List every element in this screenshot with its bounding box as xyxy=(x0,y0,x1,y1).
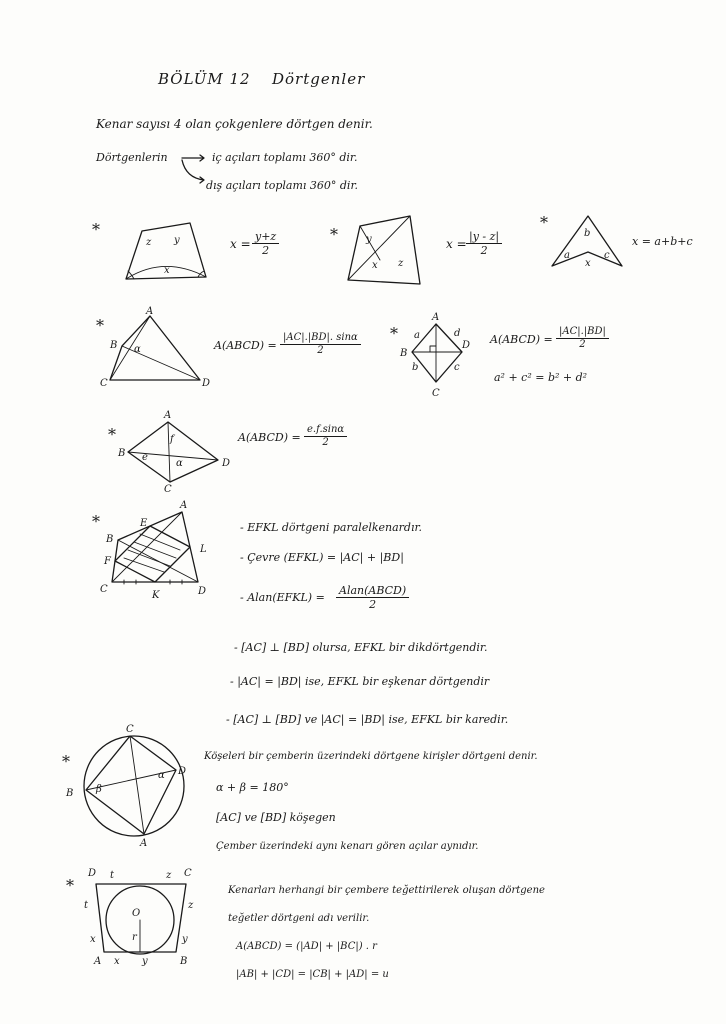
efkl-line-6: - [AC] ⊥ [BD] ve |AC| = |BD| ise, EFKL bir karedir. xyxy=(226,713,509,726)
label-C: C xyxy=(100,378,108,389)
efkl-line-3-den: 2 xyxy=(369,598,377,612)
label-D: D xyxy=(462,340,471,351)
area-1-fraction xyxy=(280,332,361,357)
label-y: y xyxy=(366,234,372,245)
label-A: A xyxy=(180,500,188,511)
cyclic-definition: Köşeleri bir çemberin üzerindeki dörtgene kirişler dörtgeni denir. xyxy=(204,751,538,762)
star-mark: * xyxy=(66,876,74,895)
quadrilateral-diagonals-figure xyxy=(100,308,210,388)
formula-2-num: |y - z| xyxy=(466,230,502,244)
label-b: b xyxy=(412,362,419,373)
formula-2-lhs: x = xyxy=(446,237,467,251)
label-O: O xyxy=(132,908,141,919)
label-alpha: α xyxy=(158,770,165,781)
label-A: A xyxy=(94,956,102,967)
label-K: K xyxy=(152,590,160,601)
label-A: A xyxy=(140,838,148,849)
area-3-fraction xyxy=(304,424,347,449)
midpoint-quadrilateral-figure xyxy=(100,500,220,600)
label-z: z xyxy=(188,900,194,911)
label-B: B xyxy=(400,348,408,359)
label-b: b xyxy=(584,228,591,239)
cyclic-diagonals: [AC] ve [BD] köşegen xyxy=(216,811,336,824)
quadrilateral-figure-2 xyxy=(340,210,440,290)
label-y: y xyxy=(174,235,180,246)
label-C: C xyxy=(184,868,192,879)
chapter-subtitle: Dörtgenler xyxy=(272,70,366,88)
area-2-num: |AC|.|BD| xyxy=(556,326,609,339)
label-D: D xyxy=(202,378,211,389)
label-B: B xyxy=(118,448,126,459)
label-x: x xyxy=(90,934,96,945)
interior-angles-text: iç açıları toplamı 360° dir. xyxy=(212,151,358,164)
area-1-lhs: A(ABCD) = xyxy=(214,339,277,352)
label-x: x xyxy=(585,258,591,269)
star-mark: * xyxy=(330,225,338,244)
label-A: A xyxy=(432,312,440,323)
label-d: d xyxy=(454,328,461,339)
area-2-fraction xyxy=(556,326,609,351)
label-x: x xyxy=(372,260,378,271)
label-a: a xyxy=(564,250,570,261)
label-B: B xyxy=(106,534,114,545)
label-B: B xyxy=(110,340,118,351)
label-L: L xyxy=(200,544,207,555)
area-3-den: 2 xyxy=(322,437,329,448)
efkl-line-1: - EFKL dörtgeni paralelkenardır. xyxy=(240,521,423,534)
cyclic-quadrilateral-figure xyxy=(66,724,192,849)
area-2-den: 2 xyxy=(579,339,586,350)
label-c: c xyxy=(604,250,610,261)
tangential-definition-1: Kenarları herhangi bir çembere teğettirilerek oluşan dörtgene xyxy=(228,885,545,896)
formula-3: x = a+b+c xyxy=(632,235,693,248)
area-1-num: |AC|.|BD|. sinα xyxy=(280,332,361,345)
label-e: e xyxy=(142,452,148,463)
label-D: D xyxy=(198,586,207,597)
star-mark: * xyxy=(92,512,100,531)
label-C: C xyxy=(164,484,172,495)
tangential-perimeter: |AB| + |CD| = |CB| + |AD| = u xyxy=(236,969,389,980)
kite-figure xyxy=(396,312,472,399)
label-D: D xyxy=(222,458,231,469)
star-mark: * xyxy=(390,324,398,343)
label-c: c xyxy=(454,362,460,373)
area-1-den: 2 xyxy=(317,345,324,356)
efkl-line-2: - Çevre (EFKL) = |AC| + |BD| xyxy=(240,551,404,564)
label-x: x xyxy=(164,265,170,276)
label-C: C xyxy=(126,724,134,735)
label-f: f xyxy=(170,434,174,445)
formula-1-den: 2 xyxy=(262,244,270,258)
label-B: B xyxy=(180,956,188,967)
formula-1-fraction xyxy=(252,230,279,257)
formula-1-lhs: x = xyxy=(230,237,251,251)
label-A: A xyxy=(164,410,172,421)
efkl-line-5: - |AC| = |BD| ise, EFKL bir eşkenar dörtgendir xyxy=(230,675,490,688)
chapter-title: BÖLÜM 12 xyxy=(158,70,251,88)
dart-figure xyxy=(548,210,628,272)
label-y: y xyxy=(142,956,148,967)
area-2-lhs: A(ABCD) = xyxy=(490,333,553,346)
label-alpha: α xyxy=(176,458,183,469)
star-mark: * xyxy=(96,316,104,335)
quadrilateral-figure-1 xyxy=(120,215,220,290)
label-z: z xyxy=(146,237,152,248)
tangential-definition-2: teğetler dörtgeni adı verilir. xyxy=(228,913,370,924)
tangential-area: A(ABCD) = (|AD| + |BC|) . r xyxy=(236,941,377,952)
star-mark: * xyxy=(62,752,70,771)
kite-relation: a² + c² = b² + d² xyxy=(494,371,588,384)
label-x: x xyxy=(114,956,120,967)
label-beta: β xyxy=(96,784,102,795)
label-t: t xyxy=(110,870,115,881)
star-mark: * xyxy=(92,220,100,239)
quadrilateral-ef-figure xyxy=(118,410,231,495)
label-A: A xyxy=(146,306,154,317)
label-z: z xyxy=(166,870,172,881)
label-D: D xyxy=(178,766,187,777)
label-alpha: α xyxy=(134,344,141,355)
formula-1-num: y+z xyxy=(252,230,279,244)
tangential-quadrilateral-figure xyxy=(80,866,200,966)
label-r: r xyxy=(132,932,137,943)
label-F: F xyxy=(104,556,111,567)
label-C: C xyxy=(432,388,440,399)
efkl-line-3-num: Alan(ABCD) xyxy=(336,584,409,598)
star-mark: * xyxy=(540,213,548,232)
formula-2-den: 2 xyxy=(480,244,488,258)
exterior-angles-text: dış açıları toplamı 360° dir. xyxy=(206,179,358,192)
label-t: t xyxy=(84,900,89,911)
area-3-lhs: A(ABCD) = xyxy=(238,431,301,444)
definition-text: Kenar sayısı 4 olan çokgenlere dörtgen denir. xyxy=(96,117,373,131)
label-C: C xyxy=(100,584,108,595)
efkl-line-3-fraction xyxy=(336,584,409,611)
label-y: y xyxy=(182,934,188,945)
label-a: a xyxy=(414,330,420,341)
label-B: B xyxy=(66,788,74,799)
star-mark: * xyxy=(108,425,116,444)
formula-2-fraction xyxy=(466,230,502,257)
label-D: D xyxy=(88,868,97,879)
efkl-line-3-lhs: - Alan(EFKL) = xyxy=(240,591,325,604)
cyclic-inscribed-angles: Çember üzerindeki aynı kenarı gören açılar aynıdır. xyxy=(216,841,479,852)
area-3-num: e.f.sinα xyxy=(304,424,347,437)
cyclic-angle-sum: α + β = 180° xyxy=(216,781,289,794)
efkl-line-4: - [AC] ⊥ [BD] olursa, EFKL bir dikdörtgendir. xyxy=(234,641,488,654)
angles-lead: Dörtgenlerin xyxy=(96,151,168,164)
label-E: E xyxy=(140,518,148,529)
label-z: z xyxy=(398,258,404,269)
